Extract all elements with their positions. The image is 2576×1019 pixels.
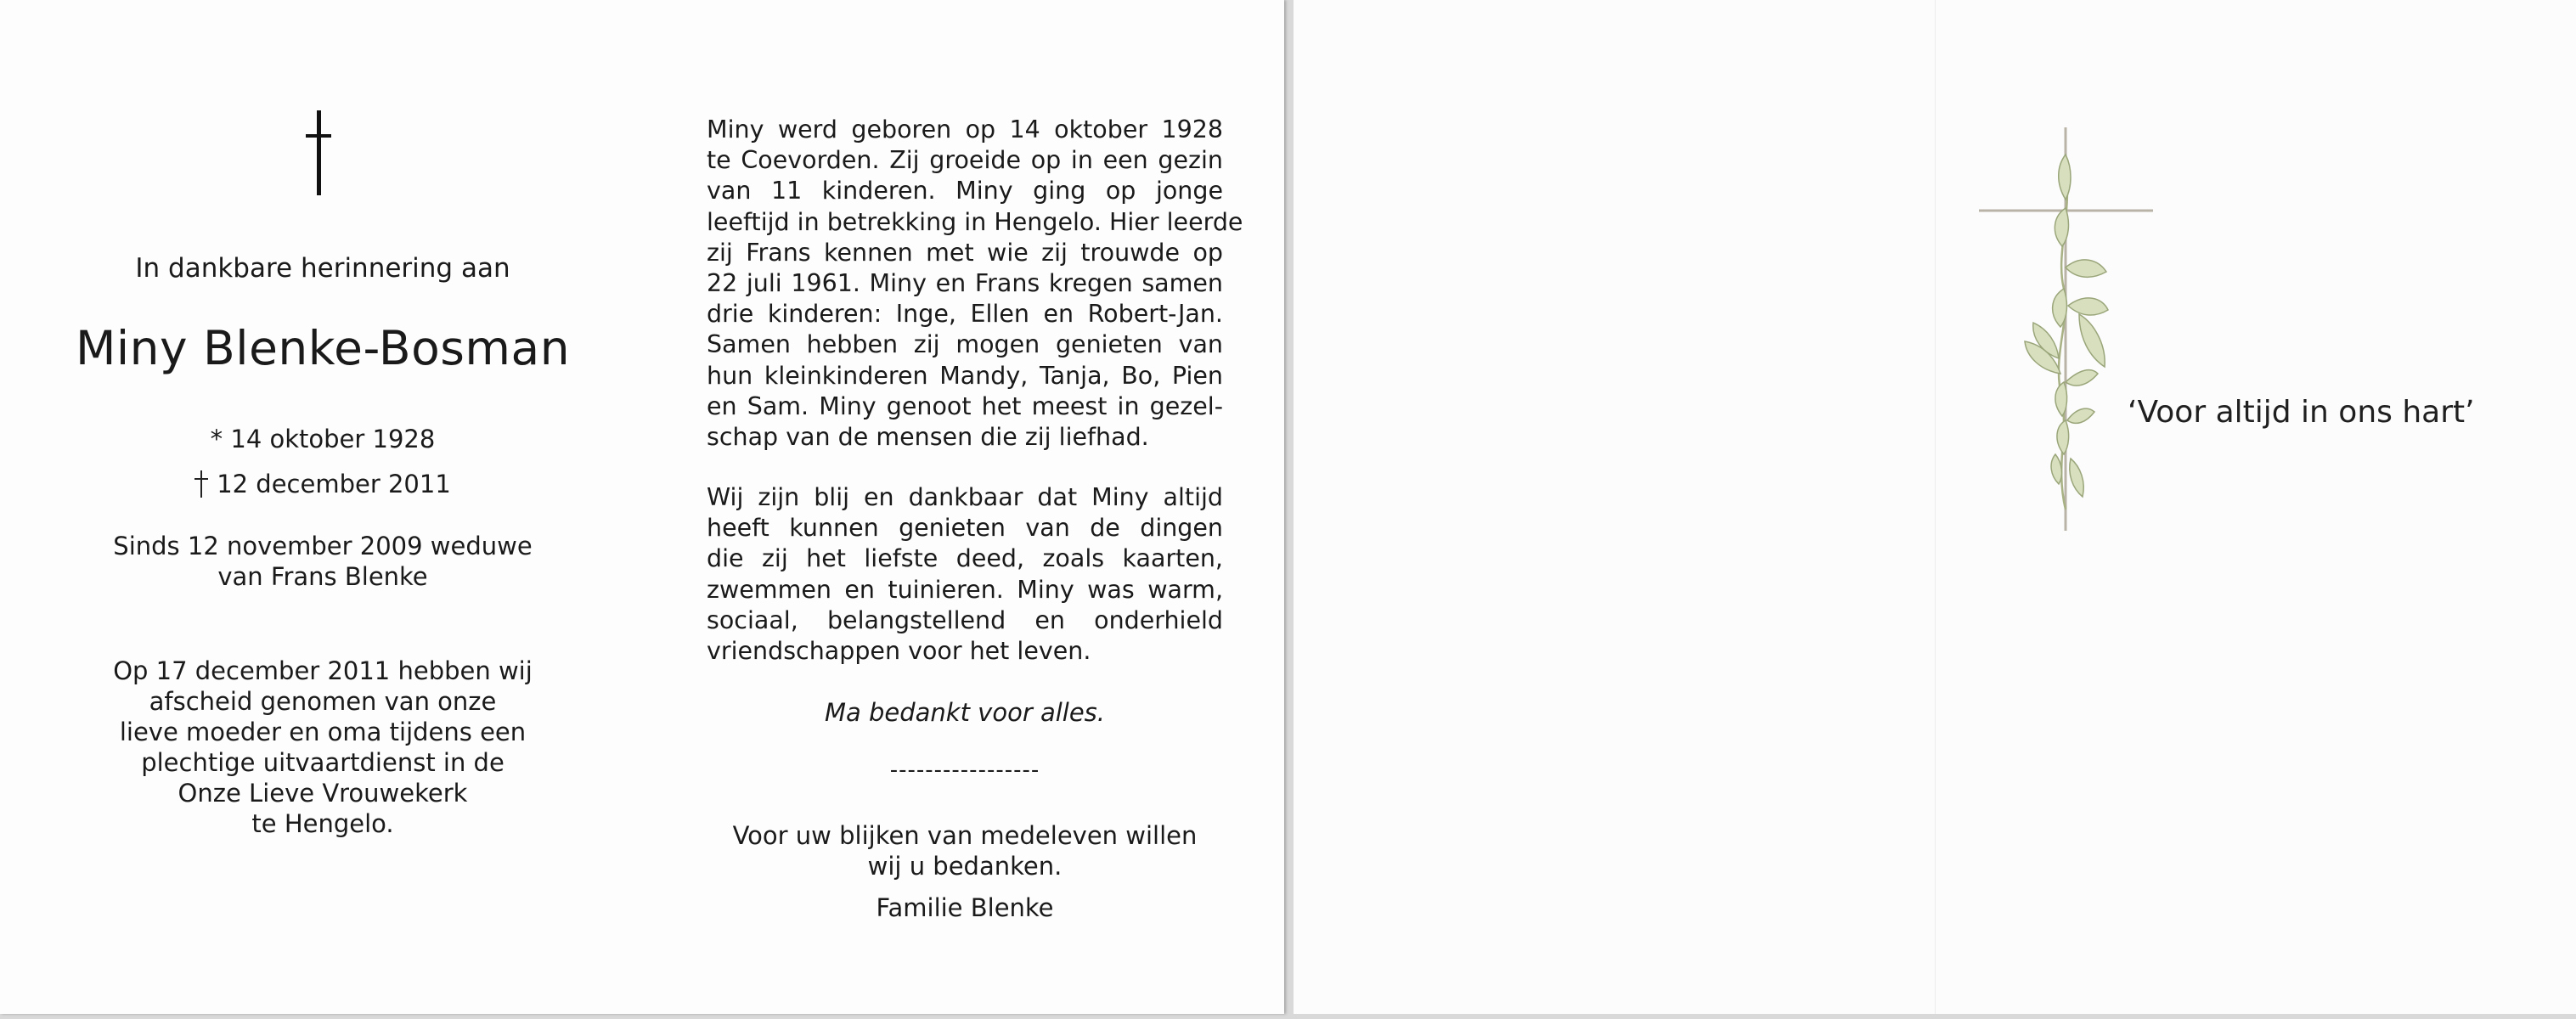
motto-text: ‘Voor altijd in ons hart’ — [2128, 395, 2475, 430]
condolence-note — [707, 820, 1223, 881]
bio-line: schap van de mensen die zij liefhad. — [707, 423, 1149, 452]
bio-line: en Sam. Miny genoot het meest in gezel- — [707, 391, 1223, 420]
bio-line: Samen hebben zij mogen genieten van — [707, 330, 1223, 359]
bio-line: Wij zijn blij en dankbaar dat Miny altijd — [707, 483, 1223, 511]
death-date: 12 december 2011 — [217, 470, 451, 498]
birth-date: * 14 oktober 1928 — [210, 425, 436, 453]
condolence-line: Voor uw blijken van medeleven willen — [732, 821, 1198, 850]
bio-line: sociaal, belangstellend en onderhield — [707, 605, 1223, 634]
bio-line: te Coevorden. Zij groeide op in een gezin — [707, 146, 1223, 175]
bio-line: heeft kunnen genieten van de dingen — [707, 514, 1223, 543]
farewell-line: Onze Lieve Vrouwekerk — [178, 779, 468, 808]
family-signature: Familie Blenke — [876, 893, 1054, 922]
cross-with-vine-icon — [1970, 119, 2174, 543]
bio-line: die zij het liefste deed, zoals kaarten, — [707, 544, 1223, 573]
bio-line: 22 juli 1961. Miny en Frans kregen samen — [707, 269, 1223, 298]
bio-line: Miny werd geboren op 14 oktober 1928 — [707, 115, 1223, 144]
bio-line: zij Frans kennen met wie zij trouwde op — [707, 238, 1223, 267]
bio-line: vriendschappen voor het leven. — [707, 637, 1091, 666]
bio-line: van 11 kinderen. Miny ging op jonge — [707, 177, 1223, 205]
farewell-line: plechtige uitvaartdienst in de — [141, 748, 504, 777]
memorial-intro: In dankbare herinnering aan — [135, 253, 510, 284]
bio-line: zwemmen en tuinieren. Miny was warm, — [707, 575, 1223, 604]
biography-paragraph-2 — [707, 482, 1223, 667]
farewell-line: Op 17 december 2011 hebben wij — [113, 656, 533, 685]
widow-line: Sinds 12 november 2009 weduwe — [113, 532, 533, 560]
biography-paragraph-1 — [707, 115, 1243, 453]
widow-line: van Frans Blenke — [217, 562, 428, 591]
deceased-name: Miny Blenke-Bosman — [75, 321, 571, 375]
dashed-divider: ----------------- — [889, 757, 1040, 783]
farewell-line: te Hengelo. — [251, 809, 394, 838]
widow-note — [68, 531, 578, 592]
bio-line: leeftijd in betrekking in Hengelo. Hier leerde — [707, 207, 1243, 236]
latin-cross-icon — [306, 110, 331, 195]
death-date-row — [102, 470, 544, 498]
bio-line: drie kinderen: Inge, Ellen en Robert-Jan. — [707, 300, 1223, 329]
condolence-line: wij u bedanken. — [867, 852, 1063, 881]
card-fold-line — [1935, 0, 1936, 1014]
bio-line: hun kleinkinderen Mandy, Tanja, Bo, Pien — [707, 361, 1223, 390]
thanks-line: Ma bedankt voor alles. — [824, 698, 1106, 727]
farewell-paragraph — [68, 656, 578, 839]
farewell-line: afscheid genomen van onze — [149, 687, 497, 716]
farewell-line: lieve moeder en oma tijdens een — [119, 718, 527, 746]
small-cross-icon — [194, 470, 208, 498]
